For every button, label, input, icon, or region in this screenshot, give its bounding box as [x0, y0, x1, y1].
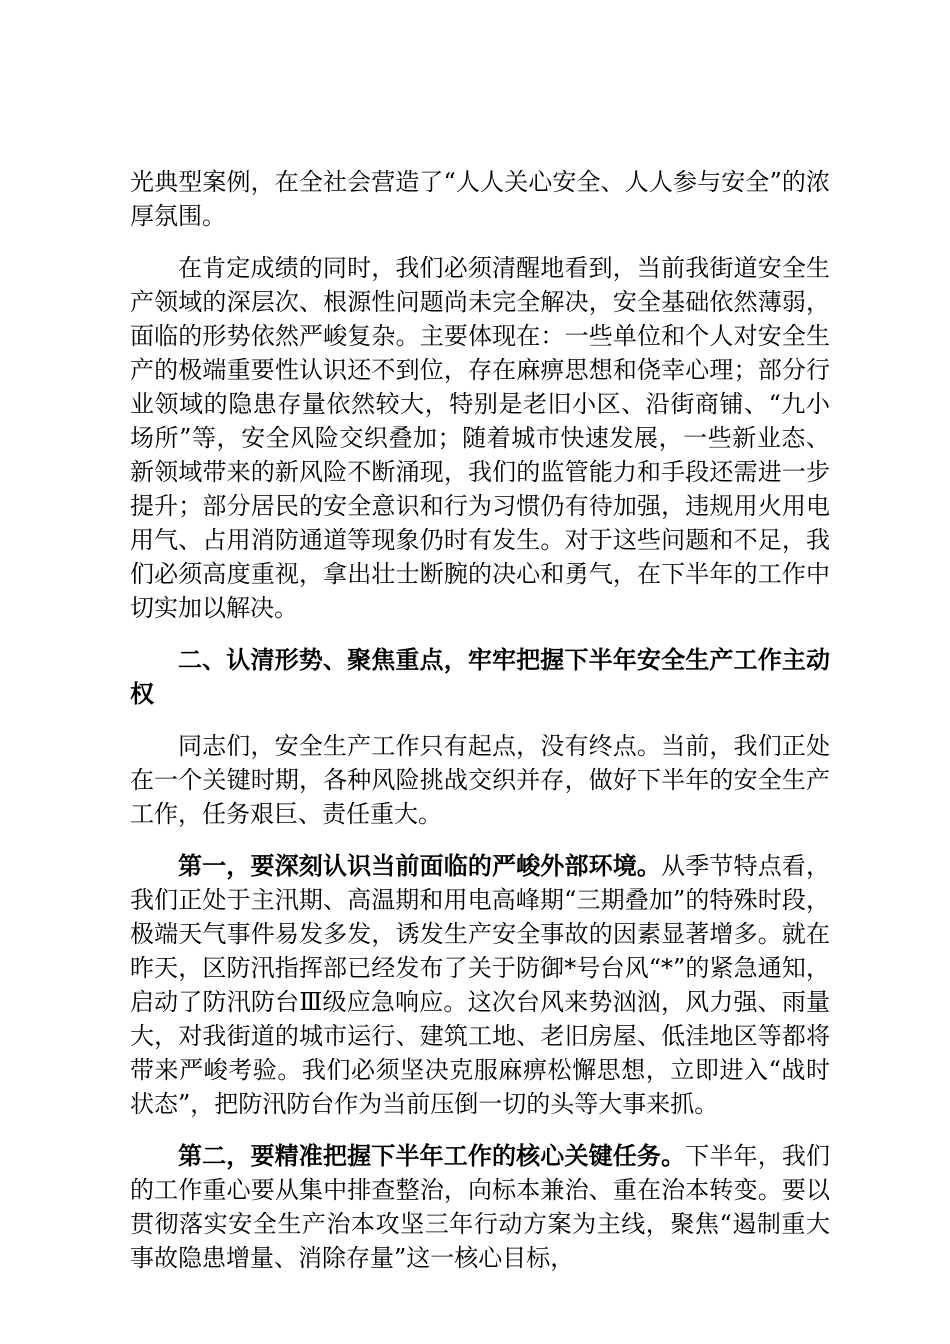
- paragraph-intro: 同志们，安全生产工作只有起点，没有终点。当前，我们正处在一个关键时期，各种风险挑战交织并存，做好下半年的安全生产工作，任务艰巨、责任重大。: [130, 732, 830, 828]
- document-body: [130, 165, 830, 1293]
- paragraph-problems: 在肯定成绩的同时，我们必须清醒地看到，当前我街道安全生产领域的深层次、根源性问题尚未完全解决，安全基础依然薄弱，面临的形势依然严峻复杂。主要体现在：一些单位和个人对安全生产的极端重要性认识还不到位，存在麻痹思想和侥幸心理；部分行业领域的隐患存量依然较大，特别是老旧小区、沿街商铺、“九小场所”等，安全风险交织叠加；随着城市快速发展，一些新业态、新领域带来的新风险不断涌现，我们的监管能力和手段还需进一步提升；部分居民的安全意识和行为习惯仍有待加强，违规用火用电用气、占用消防通道等现象仍时有发生。对于这些问题和不足，我们必须高度重视，拿出壮士断腕的决心和勇气，在下半年的工作中切实加以解决。: [130, 254, 830, 622]
- point-1-text: 从季节特点看，我们正处于主汛期、高温期和用电高峰期“三期叠加”的特殊时段，极端天气事件易发多发，诱发生产安全事故的因素显著增多。就在昨天，区防汛指挥部已经发布了关于防御*号台风“*”的紧急通知，启动了防汛防台Ⅲ级应急响应。这次台风来势汹汹，风力强、雨量大，对我街道的城市运行、建筑工地、老旧房屋、低洼地区等都将带来严峻考验。我们必须坚决克服麻痹松懈思想，立即进入“战时状态”，把防汛防台作为当前压倒一切的头等大事来抓。: [130, 852, 831, 1118]
- paragraph-continued: 光典型案例，在全社会营造了“人人关心安全、人人参与安全”的浓厚氛围。: [130, 168, 830, 230]
- point-1-lead: 第一，要深刻认识当前面临的严峻外部环境。: [178, 852, 662, 880]
- section-heading-2: 二、认清形势、聚焦重点，牢牢把握下半年安全生产工作主动权: [130, 646, 830, 708]
- paragraph-point-2: [130, 1139, 830, 1275]
- paragraph-point-1: [130, 849, 830, 1121]
- point-2-text: 下半年，我们的工作重心要从集中排查整治，向标本兼治、重在治本转变。要以贯彻落实安全生产治本攻坚三年行动方案为主线，聚焦“遏制重大事故隐患增量、消除存量”这一核心目标，: [130, 1142, 831, 1272]
- point-2-lead: 第二，要精准把握下半年工作的核心关键任务。: [178, 1142, 686, 1170]
